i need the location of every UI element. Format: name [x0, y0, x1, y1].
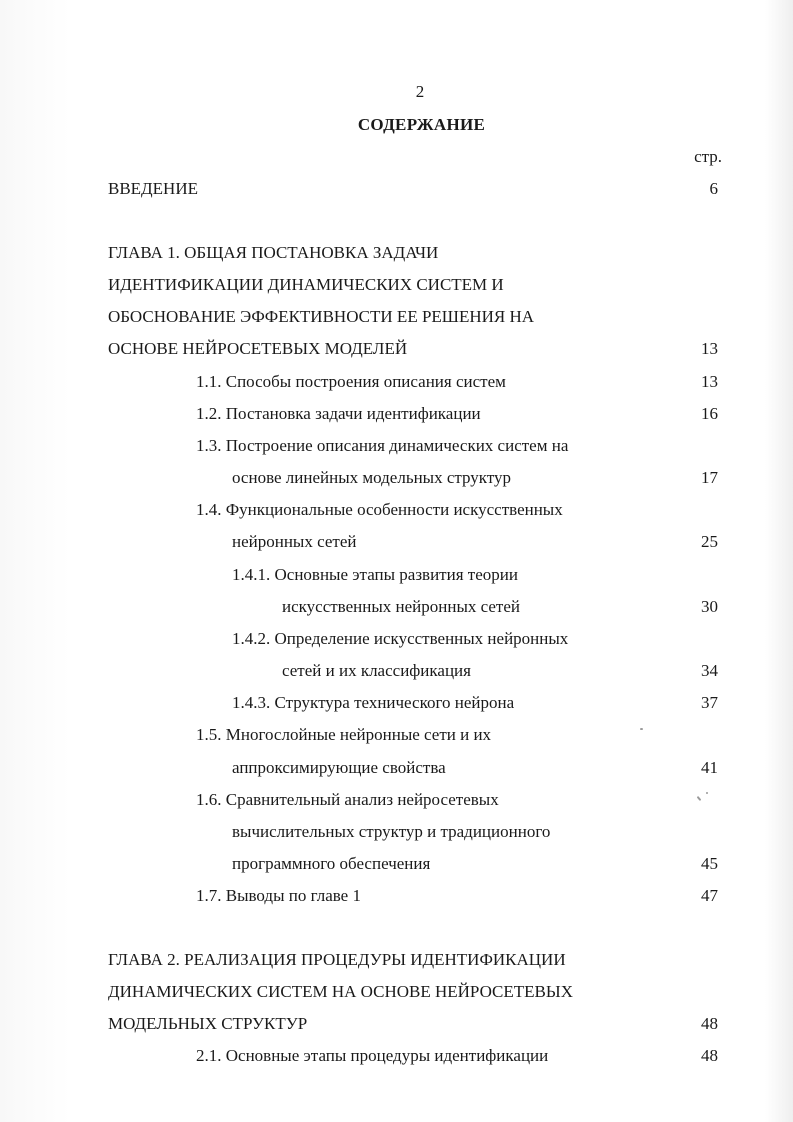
toc-subsection-1-4-1-cont: искусственных нейронных сетей	[282, 597, 520, 616]
scan-speck	[697, 796, 702, 801]
toc-section-1-4-cont: нейронных сетей	[232, 532, 357, 551]
toc-section-1-5: 1.5. Многослойные нейронные сети и их	[196, 725, 492, 744]
toc-section-1-5-cont: аппроксимирующие свойства	[232, 758, 446, 777]
toc-section-1-6-cont: программного обеспечения	[232, 854, 431, 873]
pages-column-label: стр.	[694, 147, 722, 166]
toc-section-1-7: 1.7. Выводы по главе 1	[196, 886, 361, 905]
toc-section-1-6-cont: вычислительных структур и традиционного	[232, 822, 551, 841]
toc-chapter-2-line: ДИНАМИЧЕСКИХ СИСТЕМ НА ОСНОВЕ НЕЙРОСЕТЕВЫХ	[108, 982, 573, 1001]
toc-page-number: 37	[701, 693, 718, 712]
toc-page-number: 41	[701, 758, 718, 777]
toc-section-1-2: 1.2. Постановка задачи идентификации	[196, 404, 481, 423]
scan-speck	[706, 792, 708, 794]
toc-subsection-1-4-3: 1.4.3. Структура технического нейрона	[232, 693, 515, 712]
toc-page-number: 48	[701, 1046, 718, 1065]
toc-section-1-6: 1.6. Сравнительный анализ нейросетевых	[196, 790, 499, 809]
toc-section-1-3: 1.3. Построение описания динамических систем на	[196, 436, 569, 455]
toc-chapter-2-line: ГЛАВА 2. РЕАЛИЗАЦИЯ ПРОЦЕДУРЫ ИДЕНТИФИКАЦИИ	[108, 950, 566, 969]
toc-page-number: 47	[701, 886, 718, 905]
toc-section-2-1: 2.1. Основные этапы процедуры идентификации	[196, 1046, 549, 1065]
toc-chapter-2-line: МОДЕЛЬНЫХ СТРУКТУР	[108, 1014, 308, 1033]
toc-subsection-1-4-1: 1.4.1. Основные этапы развития теории	[232, 565, 518, 584]
toc-page-number: 6	[709, 179, 718, 198]
toc-page-number: 13	[701, 372, 718, 391]
toc-page-number: 45	[701, 854, 718, 873]
toc-subsection-1-4-2-cont: сетей и их классификация	[282, 661, 471, 680]
toc-page-number: 30	[701, 597, 718, 616]
toc-subsection-1-4-2: 1.4.2. Определение искусственных нейронных	[232, 629, 569, 648]
scan-speck	[640, 728, 643, 730]
toc-section-1-4: 1.4. Функциональные особенности искусственных	[196, 500, 563, 519]
toc-page-number: 13	[701, 339, 718, 358]
toc-section-1-1: 1.1. Способы построения описания систем	[196, 372, 506, 391]
scan-left-shade	[0, 0, 70, 1122]
toc-chapter-1-line: ГЛАВА 1. ОБЩАЯ ПОСТАНОВКА ЗАДАЧИ	[108, 243, 439, 262]
toc-page-number: 34	[701, 661, 718, 680]
toc-chapter-1-line: ИДЕНТИФИКАЦИИ ДИНАМИЧЕСКИХ СИСТЕМ И	[108, 275, 504, 294]
page-number: 2	[415, 82, 425, 101]
page-title: СОДЕРЖАНИЕ	[357, 115, 486, 134]
toc-page-number: 17	[701, 468, 718, 487]
scan-right-shade	[765, 0, 793, 1122]
toc-page-number: 25	[701, 532, 718, 551]
toc-page-number: 48	[701, 1014, 718, 1033]
toc-chapter-1-line: ОСНОВЕ НЕЙРОСЕТЕВЫХ МОДЕЛЕЙ	[108, 339, 408, 358]
toc-entry-introduction: ВВЕДЕНИЕ	[108, 179, 198, 198]
toc-section-1-3-cont: основе линейных модельных структур	[232, 468, 512, 487]
toc-chapter-1-line: ОБОСНОВАНИЕ ЭФФЕКТИВНОСТИ ЕЕ РЕШЕНИЯ НА	[108, 307, 535, 326]
toc-page-number: 16	[701, 404, 718, 423]
